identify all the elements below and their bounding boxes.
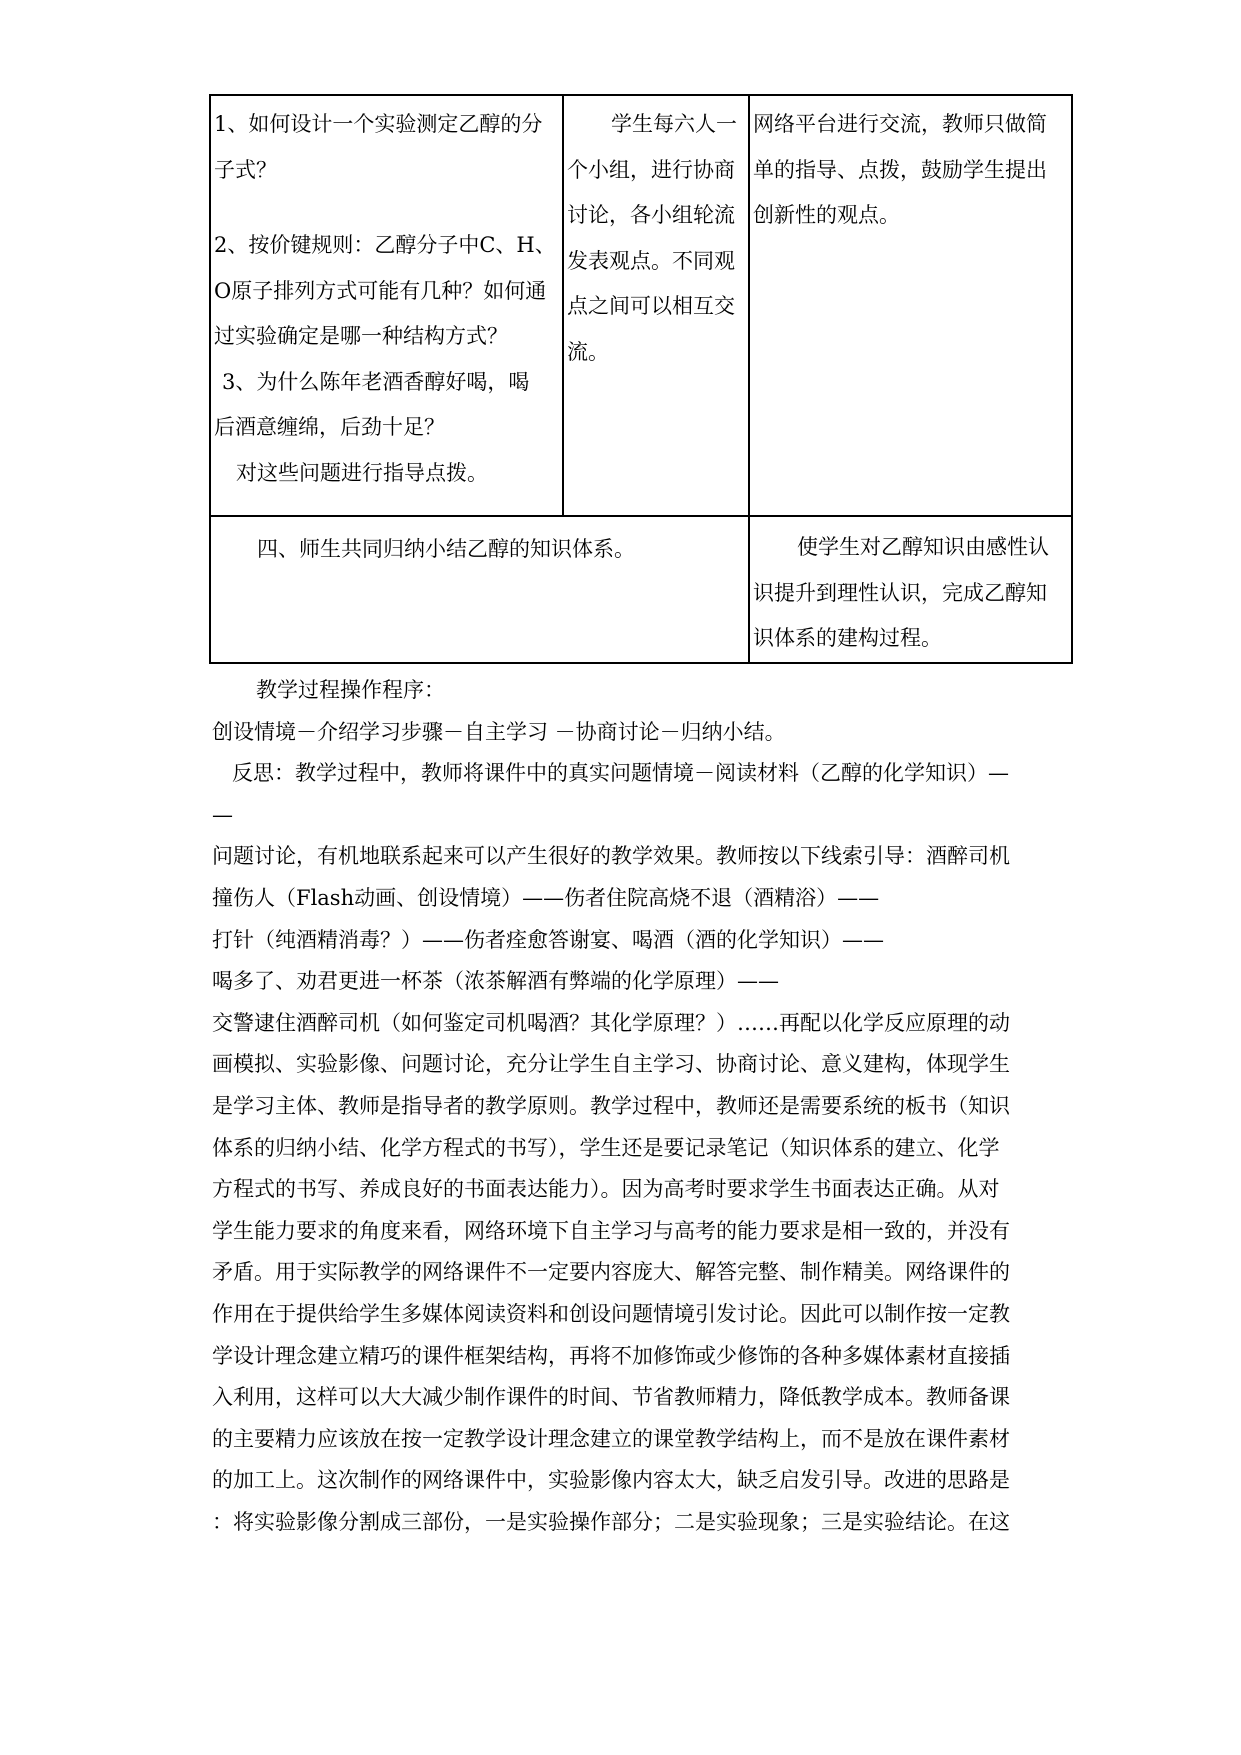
reflection-line: 学设计理念建立精巧的课件框架结构，再将不加修饰或少修饰的各种多媒体素材直接插 [212, 1343, 1010, 1368]
reflection-line: 矛盾。用于实际教学的网络课件不一定要内容庞大、解答完整、制作精美。网络课件的 [212, 1260, 1010, 1285]
activity-line: 个小组，进行协商 [567, 157, 735, 182]
question-line: 后酒意缠绵，后劲十足？ [214, 415, 445, 439]
reflection-line: — [212, 802, 233, 827]
reflection-line: 的主要精力应该放在按一定教学设计理念建立的课堂教学结构上，而不是放在课件素材 [212, 1426, 1010, 1451]
section-heading: 教学过程操作程序： [256, 678, 445, 702]
reflection-line: 画模拟、实验影像、问题讨论，充分让学生自主学习、协商讨论、意义建构，体现学生 [212, 1052, 1010, 1077]
reflection-line: 问题讨论，有机地联系起来可以产生很好的教学效果。教师按以下线索引导：酒醉司机 [212, 844, 1010, 869]
question-line: O原子排列方式可能有几种？如何通 [214, 278, 547, 303]
summary-step-text: 四、师生共同归纳小结乙醇的知识体系。 [257, 537, 635, 561]
body-text [212, 670, 1042, 1543]
intent-line: 使学生对乙醇知识由感性认 [797, 535, 1049, 559]
student-activity-cell [563, 95, 749, 516]
reflection-line: 方程式的书写、养成良好的书面表达能力）。因为高考时要求学生书面表达正确。从对 [212, 1177, 1000, 1202]
procedure-line: 创设情境－介绍学习步骤－自主学习 －协商讨论－归纳小结。 [212, 719, 786, 744]
activity-line: 点之间可以相互交 [567, 294, 735, 318]
question-line: 过实验确定是哪一种结构方式？ [214, 324, 508, 348]
reflection-line: 入利用，这样可以大大减少制作课件的时间、节省教师精力，降低教学成本。教师备课 [212, 1385, 1010, 1410]
summary-intent-cell [749, 516, 1072, 663]
reflection-line: 的加工上。这次制作的网络课件中，实验影像内容太大，缺乏启发引导。改进的思路是 [212, 1468, 1010, 1493]
intent-line: 识体系的建构过程。 [753, 626, 942, 650]
table-row [210, 516, 1072, 663]
reflection-line: 喝多了、劝君更进一杯茶（浓茶解酒有弊端的化学原理）—— [212, 969, 779, 994]
reflection-line: 是学习主体、教师是指导者的教学原则。教学过程中，教师还是需要系统的板书（知识 [212, 1093, 1010, 1118]
summary-step-cell [210, 516, 749, 663]
question-line: 3、为什么陈年老酒香醇好喝，喝 [222, 369, 530, 394]
reflection-line: 交警逮住酒醉司机（如何鉴定司机喝酒？其化学原理？）……再配以化学反应原理的动 [212, 1010, 1010, 1035]
intent-line: 单的指导、点拨，鼓励学生提出 [753, 157, 1047, 182]
reflection-line: 作用在于提供给学生多媒体阅读资料和创设问题情境引发讨论。因此可以制作按一定教 [212, 1301, 1010, 1326]
intent-line: 网络平台进行交流，教师只做简 [753, 112, 1047, 136]
question-line: 2、按价键规则：乙醇分子中C、H、 [214, 233, 556, 257]
lesson-table [209, 94, 1073, 664]
question-line: 对这些问题进行指导点拨。 [236, 460, 488, 485]
reflection-line: 反思：教学过程中，教师将课件中的真实问题情境－阅读材料（乙醇的化学知识）— [232, 761, 1009, 786]
reflection-line: ：将实验影像分割成三部份，一是实验操作部分；二是实验现象；三是实验结论。在这 [212, 1509, 1010, 1534]
table-row [210, 95, 1072, 516]
reflection-line: 打针（纯酒精消毒？）——伤者痊愈答谢宴、喝酒（酒的化学知识）—— [212, 927, 884, 952]
intent-line: 创新性的观点。 [753, 203, 900, 227]
question-line: 1、如何设计一个实验测定乙醇的分 [214, 112, 543, 136]
reflection-line: 体系的归纳小结、化学方程式的书写），学生还是要记录笔记（知识体系的建立、化学 [212, 1135, 1000, 1160]
question-line: 子式？ [214, 157, 277, 182]
reflection-line: 学生能力要求的角度来看，网络环境下自主学习与高考的能力要求是相一致的，并没有 [212, 1218, 1010, 1243]
design-intent-cell [749, 95, 1072, 516]
blank-line [214, 193, 560, 223]
intent-line: 识提升到理性认识，完成乙醇知 [753, 580, 1047, 605]
questions-cell [210, 95, 563, 516]
activity-line: 流。 [567, 339, 609, 364]
activity-line: 讨论，各小组轮流 [567, 203, 735, 227]
activity-line: 学生每六人一 [611, 112, 737, 136]
reflection-line: 撞伤人（Flash动画、创设情境）——伤者住院高烧不退（酒精浴）—— [212, 885, 880, 910]
activity-line: 发表观点。不同观 [567, 248, 735, 273]
